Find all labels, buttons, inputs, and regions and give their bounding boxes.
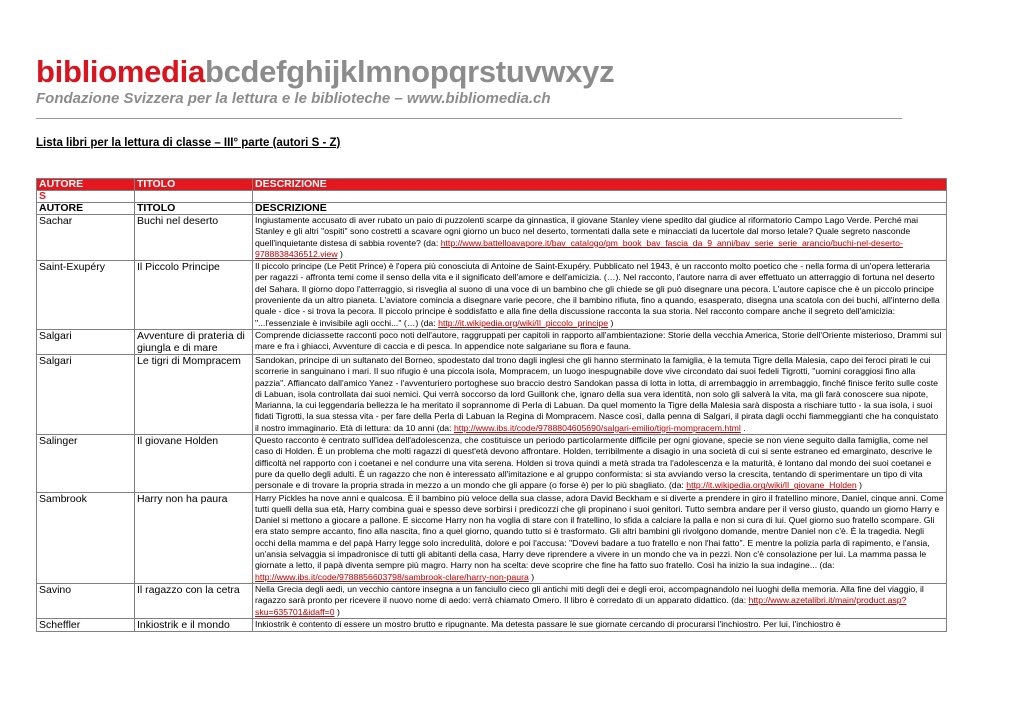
description-tail: ) bbox=[334, 606, 340, 617]
source-link[interactable]: http://www.battelloavapore.it/bav_catalogo/pm_book_bav_fascia_da_9_anni/bav_serie_serie_arancio/buchi-nel-deserto-9788838436512.view bbox=[255, 237, 903, 259]
author-cell: Sambrook bbox=[37, 492, 135, 583]
description-cell bbox=[253, 329, 947, 354]
header-divider bbox=[36, 118, 902, 119]
section-row bbox=[37, 191, 947, 203]
table-row bbox=[37, 492, 947, 583]
logo-grey-text: bcdefghijklmnopqrstuvwxyz bbox=[204, 54, 615, 89]
author-cell: Salgari bbox=[37, 329, 135, 354]
description-cell bbox=[253, 261, 947, 330]
source-link[interactable]: http://www.ibs.it/code/9788804605690/salgari-emilio/tigri-mompracem.html bbox=[453, 422, 741, 433]
author-cell: Salinger bbox=[37, 435, 135, 492]
title-cell: Avventure di prateria di giungla e di mare bbox=[135, 329, 253, 354]
title-cell: Harry non ha paura bbox=[135, 492, 253, 583]
page-header bbox=[36, 54, 916, 108]
title-cell: Il ragazzo con la cetra bbox=[135, 583, 253, 618]
description-cell bbox=[253, 618, 947, 631]
description-text: Nella Grecia degli aedi, un vecchio cantore insegna a un fanciullo cieco gli antichi miti degli dei e degli eroi, accompagnandolo nei luoghi della memoria. Alla fine del viaggio, il ragazzo sarà pronto per ricevere il nuovo nome di aedo: verrà chiamato Omero. Il libro è corredato di un apparato didattico. (da: bbox=[255, 583, 924, 606]
source-link[interactable]: http://www.ibs.it/code/9788856603798/sambrook-clare/harry-non-paura bbox=[255, 571, 529, 582]
title-cell: Il giovane Holden bbox=[135, 435, 253, 492]
table-row bbox=[37, 215, 947, 261]
title-cell: Inkiostrik e il mondo bbox=[135, 618, 253, 631]
header-divider-tail bbox=[880, 118, 902, 119]
title-cell: Il Piccolo Principe bbox=[135, 261, 253, 330]
description-cell bbox=[253, 435, 947, 492]
author-cell: Saint-Exupéry bbox=[37, 261, 135, 330]
description-text: Harry Pickles ha nove anni e qualcosa. È il bambino più veloce della sua classe, adora David Beckham e si diverte a prendere in giro il fratellino minore, Daniel, cinque anni. Come tutti quelli della sua età, Harry combina guai e spesso deve sorbirsi i predicozzi che gli propinano i suoi genitori. Tutto sembra andare per il verso giusto, quando un giorno Harry e Daniel si mettono a giocare a pallone. E siccome Harry non ha voglia di stare con il fratellino, lo sfida a calciare la palla e non si cura di lui. Quel giorno suo fratello scompare. Gli era stato sempre accanto, fino alla nascita, fino a quel giorno, quando tutto si è trasformato. Gli altri bambini gli rivolgono domande, mentre Daniel non c'è. È la tragedia. Negli occhi della mamma e del papà Harry legge solo incredulità, dolore e poi l'accusa: "Dovevi badare a tuo fratello e non l'hai fatto". E mentre la polizia parla di rapimento, e l'ansia, un'ansia selvaggia si impadronisce di tutti gli abitanti della casa, Harry deve riprendere a vivere in un mondo che va in pezzi. Non c'è consolazione per lui. La mamma passa le giornate a letto, il papà diventa sempre più magro. Harry non ha scelta: deve scoprire che fine ha fatto suo fratello. Così ha inizio la sua indagine... (da: bbox=[255, 492, 944, 571]
table-row bbox=[37, 583, 947, 618]
section-letter: S bbox=[37, 191, 135, 203]
author-cell: Scheffler bbox=[37, 618, 135, 631]
description-text: Ingiustamente accusato di aver rubato un paio di puzzolenti scarpe da ginnastica, il giovane Stanley viene spedito dal giudice al riformatorio Campo Lago Verde. Perché mai Stanley e gli altri "ospiti" sono costretti a scavare ogni giorno un buco nel deserto, tormentati dalla sete e minacciati da lucertole dal morso letale? Quale segreto nasconde quell'inquietante distesa di sabbia rovente? (da: bbox=[255, 215, 919, 248]
description-text: Questo racconto è centrato sull'idea dell'adolescenza, che costituisce un periodo particolarmente difficile per ogni giovane, specie se non viene seguito dalla famiglia, come nel caso di Holden. È un problema che molti ragazzi di quest'età devono affrontare. Holden, terribilmente a disagio in una società di cui si sente estraneo ed emarginato, descrive le difficoltà nel rapporto con i coetanei e nel condurre una vita serena. Holden si trova quindi a metà strada tra l'adolescenza e la maturità, è lontano dal mondo dei suoi coetanei e pure da quello degli adulti. È un ragazzo che non è interessato all'imitazione e al gruppo conformista: si sta avviando verso la crescita, tentando di sperimentare un tipo di vita personale e di trovare la propria strada in mezzo a un mondo che gli appare (o forse è) per lo più sbagliato. (da: bbox=[255, 435, 933, 491]
description-text: Inkiostrik è contento di essere un mostro brutto e ripugnante. Ma detesta passare le sue giornate cercando di procurarsi l'inchiostro. Per lui, l'inchiostro è bbox=[255, 618, 841, 629]
subheader-author: AUTORE bbox=[37, 203, 135, 215]
list-title: Lista libri per la lettura di classe – III° parte (autori S - Z) bbox=[36, 137, 341, 149]
description-cell bbox=[253, 583, 947, 618]
book-table bbox=[36, 178, 947, 632]
author-cell: Sachar bbox=[37, 215, 135, 261]
source-link[interactable]: http://it.wikipedia.org/wiki/Il_piccolo_principe bbox=[438, 317, 609, 328]
subheader-description: DESCRIZIONE bbox=[253, 203, 947, 215]
table-row bbox=[37, 435, 947, 492]
bibliomedia-logo bbox=[36, 54, 916, 90]
title-cell: Buchi nel deserto bbox=[135, 215, 253, 261]
column-header-title: TITOLO bbox=[135, 179, 253, 191]
description-tail: ) bbox=[608, 317, 614, 328]
description-text: Sandokan, principe di un sultanato del Borneo, spodestato dal trono dagli inglesi che gli hanno sterminato la famiglia, è la temuta Tigre della Malesia, capo dei feroci pirati le cui scorrerie in sanguinano i mari. Il suo rifugio è una piccola isola, Mompracem, un luogo inespugnabile dove vive circondato dai suoi fedeli Tigrotti, "uomini coraggiosi fino alla pazzia". Affiancato dall'amico Yanez - l'avventuriero portoghese suo braccio destro Sandokan passa di lotta in lotta, di arrembaggio in arrembaggio, finché finisce ferito sulle coste di Labuan, isola controllata dai suoi nemici. Qui verrà soccorso da lord Guillonk che, ignaro della sua vera identità, non solo gli salverà la vita, ma gli farà conoscere sua nipote, Marianna, la cui leggendaria bellezza le ha meritato il soprannome di Perla di Labuan. Da quel momento la Tigre della Malesia sarà disposta a rischiare tutto - la sua isola, i suoi fidati Tigrotti, la sua stessa vita - per fare della Perla di Labuan la Regina di Mompracem. Nasce così, dalla penna di Salgari, il pirata dagli occhi fiammeggianti che ha conquistato il nostro immaginario. Età di lettura: da 10 anni (da: bbox=[255, 354, 939, 433]
source-link[interactable]: http://it.wikipedia.org/wiki/Il_giovane_Holden bbox=[686, 480, 857, 491]
column-header-author: AUTORE bbox=[37, 179, 135, 191]
table-row bbox=[37, 329, 947, 354]
description-cell bbox=[253, 215, 947, 261]
table-row bbox=[37, 354, 947, 434]
description-tail: ) bbox=[528, 571, 535, 582]
description-text: Comprende diciassette racconti poco noti dell'autore, raggruppati per capitoli in rapporto all'ambientazione: Storie della vecchia America, Storie dell'Oriente misterioso, Drammi sul mare e fra i ghiacci, Avventure di caccia e di pesca. In appendice note salgariane su flora e fauna. bbox=[255, 329, 942, 352]
description-cell bbox=[253, 492, 947, 583]
logo-red-text: bibliomedia bbox=[36, 54, 205, 89]
section-empty-cell bbox=[135, 191, 253, 203]
description-tail: ) bbox=[856, 480, 863, 491]
table-subheader-row bbox=[37, 203, 947, 215]
source-link[interactable]: http://www.azetalibri.it/main/product.asp?sku=635701&idaff=0 bbox=[255, 595, 907, 617]
author-cell: Savino bbox=[37, 583, 135, 618]
subheader-title: TITOLO bbox=[135, 203, 253, 215]
description-tail: ) bbox=[337, 248, 343, 259]
header-subtitle: Fondazione Svizzera per la lettura e le biblioteche – www.bibliomedia.ch bbox=[36, 90, 551, 107]
table-row bbox=[37, 261, 947, 330]
description-cell bbox=[253, 354, 947, 434]
column-header-description: DESCRIZIONE bbox=[253, 179, 947, 191]
description-tail: . bbox=[740, 422, 746, 433]
table-row bbox=[37, 618, 947, 631]
description-text: Il piccolo principe (Le Petit Prince) è l'opera più conosciuta di Antoine de Saint-Exupéry. Pubblicato nel 1943, è un racconto molto poetico che - nella forma di un'opera letteraria per ragazzi - affronta temi come il senso della vita e il significato dell'amore e dell'amicizia. (…). Nel racconto, l'autore narra di aver effettuato un atterraggio di fortuna nel deserto del Sahara. Il giorno dopo l'atterraggio, si risveglia al suono di una voce di un bambino che gli chiede se gli può disegnare una pecora. L'autore capisce che è un piccolo principe proveniente da un altro pianeta. L'aviatore comincia a disegnare varie pecore, che il bambino rifiuta, fino a quando, esasperato, disegna una scatola con dei buchi, all'interno della quale - dice - si trova la pecora. Il piccolo principe è soddisfatto e alla fine della discussione racconta la sua storia. Nel racconto compare anche il segreto dell'amicizia: "...l'essenziale è invisibile agli occhi..." (…) (da: bbox=[255, 261, 940, 328]
section-empty-cell bbox=[253, 191, 947, 203]
author-cell: Salgari bbox=[37, 354, 135, 434]
table-header-row bbox=[37, 179, 947, 191]
title-cell: Le tigri di Mompracem bbox=[135, 354, 253, 434]
